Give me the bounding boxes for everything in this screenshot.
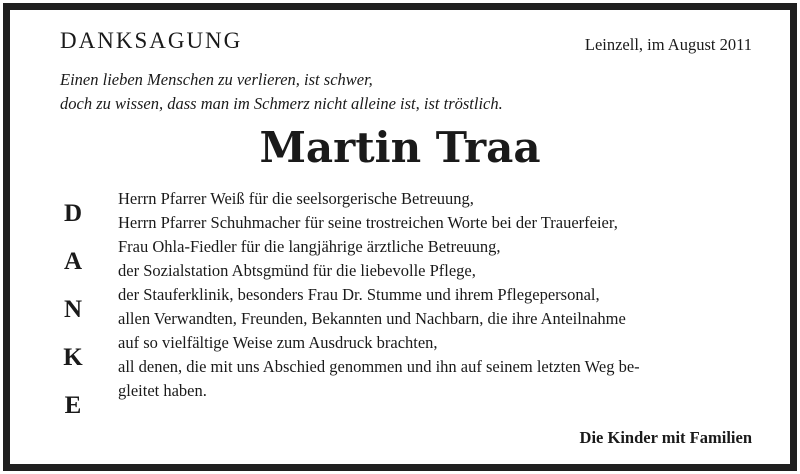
thanks-line: all denen, die mit uns Abschied genommen und ihn auf seinem letzten Weg be- <box>118 357 640 376</box>
notice-heading: DANKSAGUNG <box>60 28 243 53</box>
thanks-line: der Stauferklinik, besonders Frau Dr. Stumme und ihrem Pflegepersonal, <box>118 285 600 304</box>
thanks-text <box>118 187 758 403</box>
signature: Die Kinder mit Familien <box>579 428 752 447</box>
danke-letter: A <box>63 248 83 275</box>
motto-line: Einen lieben Menschen zu verlieren, ist schwer, <box>60 70 373 89</box>
danke-letter: E <box>64 392 82 419</box>
danke-letter: D <box>63 200 83 227</box>
deceased-name: Martin Traa <box>259 123 541 172</box>
danke-letter: K <box>63 344 83 371</box>
danke-acrostic <box>58 190 88 430</box>
notice-frame <box>3 3 797 471</box>
thanks-line: der Sozialstation Abtsgmünd für die liebevolle Pflege, <box>118 261 476 280</box>
thanks-line: gleitet haben. <box>118 381 207 400</box>
thanks-line: allen Verwandten, Freunden, Bekannten und Nachbarn, die ihre Anteilnahme <box>118 309 626 328</box>
danke-letter: N <box>63 296 83 323</box>
motto <box>60 68 503 116</box>
thanks-line: Herrn Pfarrer Weiß für die seelsorgerische Betreuung, <box>118 189 474 208</box>
thanks-line: auf so vielfältige Weise zum Ausdruck brachten, <box>118 333 438 352</box>
motto-line: doch zu wissen, dass man im Schmerz nicht alleine ist, ist tröstlich. <box>60 94 503 113</box>
place-date: Leinzell, im August 2011 <box>584 35 752 54</box>
thanks-line: Herrn Pfarrer Schuhmacher für seine trostreichen Worte bei der Trauerfeier, <box>118 213 618 232</box>
thanks-line: Frau Ohla-Fiedler für die langjährige ärztliche Betreuung, <box>118 237 501 256</box>
